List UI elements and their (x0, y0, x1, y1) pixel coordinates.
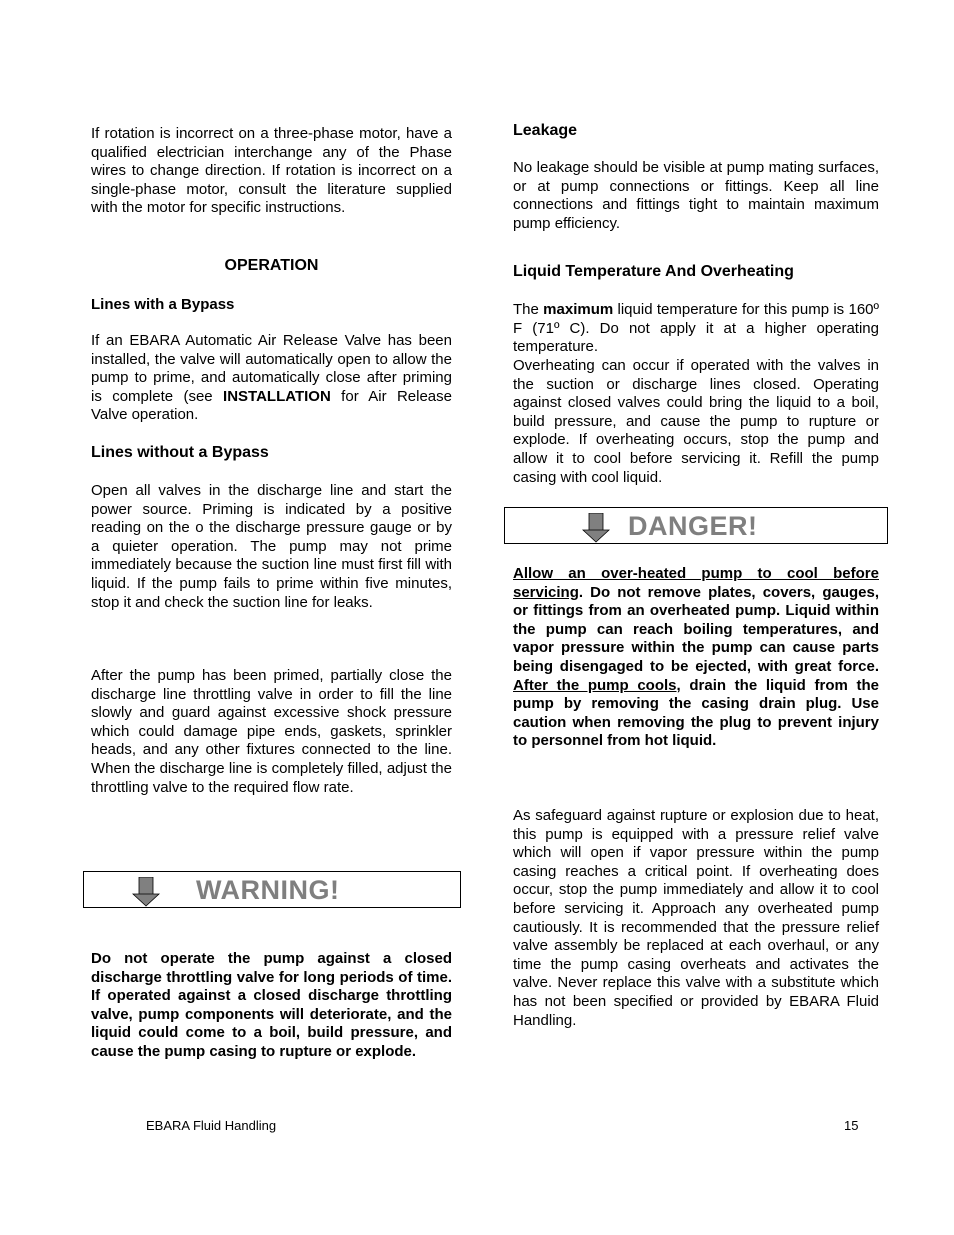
warning-label: WARNING! (196, 875, 340, 905)
overheating-paragraph: Overheating can occur if operated with the valves in the suction or discharge lines closed. Operating against closed valves could bring the liquid to a boil, build pressure, and cause the pump to rupture or explode. If overheating occurs, stop the pump and allow it to cool before servicing it. Refill the pump casing with cool liquid. (513, 357, 879, 486)
warning-text: Do not operate the pump against a closed discharge throttling valve for long periods of time. If operated against a closed discharge throttling valve, pump components will deteriorate, and the liquid could come to a boil, build pressure, and cause the pump casing to rupture or explode. (91, 950, 452, 1060)
danger-underline-2: After the pump cools (513, 676, 677, 694)
bypass-text-after: for Air Release Valve operation. (91, 387, 452, 424)
rotation-paragraph: If rotation is incorrect on a three-phase motor, have a qualified electrician interchange any of the Phase wires to change direction. If rotation is incorrect on a single-phase motor, consult the literature supplied with the motor for specific instructions. (91, 125, 452, 217)
danger-label: DANGER! (628, 511, 758, 541)
after-primed-paragraph: After the pump has been primed, partially close the discharge line throttling valve in order to fill the line slowly and guard against excessive shock pressure which could damage pipe ends, gaskets, sprinkler heads, and any other fixtures connected to the line. When the discharge line is completely filled, adjust the throttling valve to the required flow rate. (91, 667, 452, 796)
operation-heading: OPERATION (224, 257, 319, 274)
down-arrow-icon (132, 877, 160, 907)
bypass-paragraph (91, 332, 452, 425)
max-temp-bold: maximum (543, 301, 614, 318)
danger-text (513, 565, 879, 751)
max-temp-before: The (513, 301, 544, 318)
danger-underline-1: Allow an over-heated pump to cool before servicing (513, 565, 879, 601)
max-temp-paragraph (513, 301, 879, 357)
bypass-text-before: If an EBARA Automatic Air Release Valve has been installed, the valve will automatically open to allow the pump to prime, and automatically close after priming is complete (see (91, 332, 452, 405)
page-number: 15 (844, 1118, 859, 1133)
temperature-heading: Liquid Temperature And Overheating (513, 263, 794, 280)
danger-text-2: , drain the liquid from the pump by removing the casing drain plug. Use caution when removing the plug to prevent injury to personnel from hot liquid. (513, 676, 880, 750)
down-arrow-icon (582, 513, 610, 543)
safeguard-paragraph: As safeguard against rupture or explosion due to heat, this pump is equipped with a pressure relief valve which will open if vapor pressure within the pump casing reaches a critical point. If overheating does occur, stop the pump immediately and allow it to cool before servicing it. Approach any overheated pump cautiously. It is recommended that the pressure relief valve assembly be replaced at each overhaul, or any time the pump casing overheats and activates the valve. Never replace this valve with a substitute which has not been specified or provided by EBARA Fluid Handling. (513, 807, 879, 1029)
warning-box (83, 871, 461, 908)
leakage-paragraph: No leakage should be visible at pump mating surfaces, or at pump connections or fittings. Keep all line connections and fittings tight to maintain maximum pump efficiency. (513, 159, 879, 232)
bypass-heading: Lines with a Bypass (91, 296, 235, 313)
danger-box (504, 507, 888, 544)
max-temp-after: liquid temperature for this pump is 160º F (71º C). Do not apply it at a higher operating temperature. (513, 301, 880, 356)
no-bypass-heading: Lines without a Bypass (91, 444, 269, 461)
leakage-heading: Leakage (513, 122, 578, 139)
installation-ref: INSTALLATION (223, 387, 331, 405)
open-valves-paragraph: Open all valves in the discharge line and start the power source. Priming is indicated by a positive reading on the o the discharge pressure gauge or by a quieter operation. The pump may not prime immediately because the suction line must first fill with liquid. If the pump fails to prime within five minutes, stop it and check the suction line for leaks. (91, 482, 452, 611)
footer-company: EBARA Fluid Handling (146, 1118, 277, 1133)
danger-text-1: . Do not remove plates, covers, gauges, or fittings from an overheated pump. Liquid within the pump can reach boiling temperatures, and vapor pressure within the pump can cause parts being disengaged to be ejected, with great force. (513, 583, 879, 675)
